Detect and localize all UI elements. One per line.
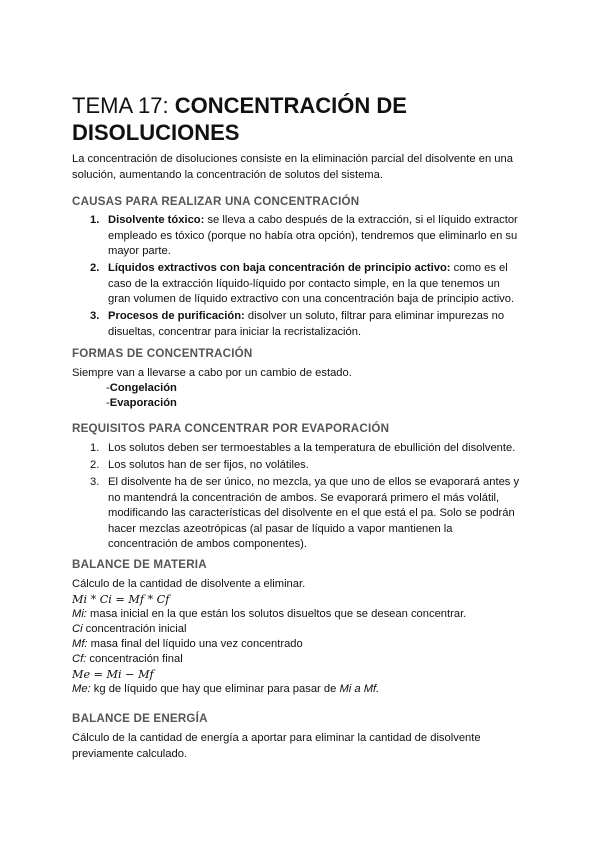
symbol: Ci (72, 623, 83, 635)
list-item (90, 261, 522, 308)
formas-item-evaporacion (106, 396, 177, 411)
list-item-text: disolver un soluto, filtrar para eliminar impurezas no disueltas, concentrar para iniciar la recristalización. (108, 310, 505, 338)
requisitos-list (90, 441, 522, 554)
dash-prefix: - (106, 382, 110, 394)
list-item (90, 441, 522, 457)
list-item (90, 309, 522, 340)
symbol: Mi: (72, 608, 87, 620)
causas-list (90, 213, 522, 342)
formas-intro: Siempre van a llevarse a cabo por un cambio de estado. (72, 367, 352, 379)
definition-text: kg de líquido que hay que eliminar para pasar de (90, 683, 340, 695)
symbol: Cf: (72, 653, 87, 665)
definition-text: concentración inicial (82, 623, 187, 635)
list-item-text: se lleva a cabo después de la extracción, si el líquido extractor empleado es tóxico (porque no había otra opción), tendremos que eliminarlo en su mayor parte. (108, 214, 518, 257)
list-number: 2. (90, 262, 100, 274)
list-item (90, 458, 522, 474)
list-item (90, 213, 522, 260)
equation-mass-balance: Mi * Ci = Mf * Cf (72, 593, 170, 606)
definition-ci (72, 622, 186, 637)
formas-item-label: Congelación (109, 382, 177, 394)
formas-item-label: Evaporación (109, 397, 177, 409)
title-prefix: TEMA 17: (72, 93, 175, 118)
list-number: 2. (90, 459, 100, 471)
section-heading-balance-energia: BALANCE DE ENERGÍA (72, 712, 208, 725)
definition-text: masa final del líquido una vez concentrado (87, 638, 303, 650)
list-item (90, 475, 522, 553)
list-item-term: Procesos de purificación: (108, 310, 245, 322)
dash-prefix: - (106, 397, 110, 409)
formas-item-congelacion (106, 381, 177, 396)
definition-me (72, 682, 379, 697)
symbol-mf: Mf. (363, 683, 380, 695)
list-number: 3. (90, 476, 100, 488)
list-item-term: Disolvente tóxico: (108, 214, 205, 226)
list-item-text: Los solutos deben ser termoestables a la temperatura de ebullición del disolvente. (108, 442, 516, 454)
list-number: 1. (90, 214, 100, 226)
definition-mi (72, 607, 466, 622)
section-heading-causas: CAUSAS PARA REALIZAR UNA CONCENTRACIÓN (72, 195, 360, 208)
list-item-term: Líquidos extractivos con baja concentración de principio activo: (108, 262, 451, 274)
list-item-text: El disolvente ha de ser único, no mezcla, ya que uno de ellos se evaporará antes y no mantendrá la concentración de ambos. Se evaporará primero el más volátil, modificando las características del disolvente en el que está el pa. Solo se podrán hacer mezclas azeotrópicas (al pasar de líquido a vapor mantienen la concentración de ambos componentes). (108, 476, 520, 550)
list-number: 1. (90, 442, 100, 454)
section-heading-formas: FORMAS DE CONCENTRACIÓN (72, 347, 253, 360)
intro-paragraph: La concentración de disoluciones consiste en la eliminación parcial del disolvente en una solución, aumentando la concentración de solutos del sistema. (72, 153, 513, 181)
list-item-text: como es el caso de la extracción líquido-líquido por contacto simple, en la que tenemos un gran volumen de líquido extractivo con una concentración baja de principio activo. (108, 262, 515, 305)
equation-me: Me = Mi − Mf (72, 668, 154, 681)
definition-text: concentración final (86, 653, 183, 665)
definition-mf (72, 637, 303, 652)
word-a: a (354, 683, 361, 695)
list-number: 3. (90, 310, 100, 322)
definition-cf (72, 652, 183, 667)
balance-energia-text: Cálculo de la cantidad de energía a aportar para eliminar la cantidad de disolvente previamente calculado. (72, 732, 481, 760)
symbol: Me: (72, 683, 91, 695)
symbol: Mf: (72, 638, 88, 650)
list-item-text: Los solutos han de ser fijos, no volátiles. (108, 459, 309, 471)
section-heading-balance-materia: BALANCE DE MATERIA (72, 558, 207, 571)
symbol-mi: Mi (339, 683, 352, 695)
section-heading-requisitos: REQUISITOS PARA CONCENTRAR POR EVAPORACIÓN (72, 422, 390, 435)
balance-materia-intro: Cálculo de la cantidad de disolvente a eliminar. (72, 578, 306, 590)
page-title (72, 92, 532, 146)
title-main: CONCENTRACIÓN DE DISOLUCIONES (72, 93, 407, 145)
definition-text: masa inicial en la que están los solutos disueltos que se desean concentrar. (86, 608, 467, 620)
